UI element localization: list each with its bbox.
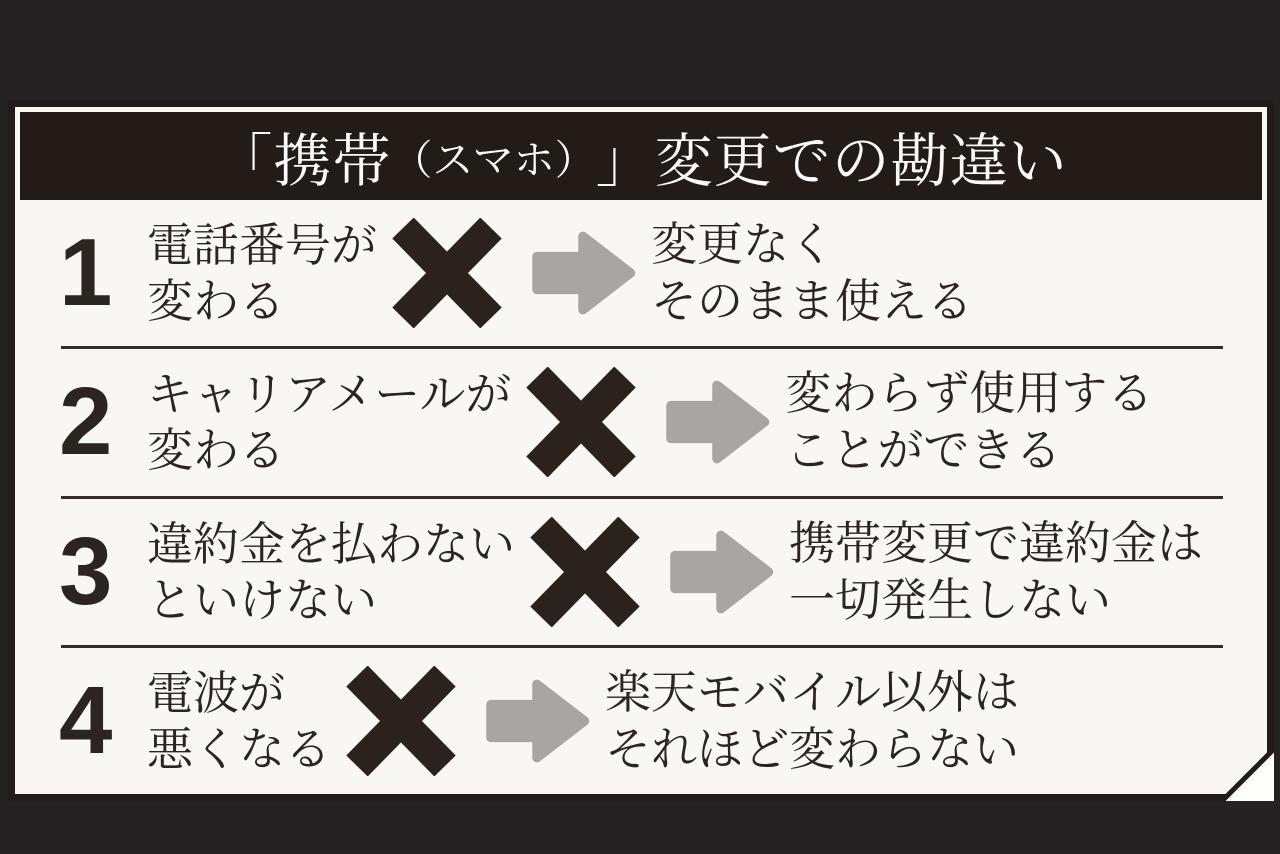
arrow-right-icon <box>663 526 775 618</box>
arrow-right-icon <box>479 675 591 767</box>
x-cross-icon <box>519 367 643 477</box>
misconception-text <box>147 665 331 777</box>
correction-text <box>789 515 1203 629</box>
misconception-row-3 <box>15 499 1267 645</box>
misconception-line1: 電話番号が <box>147 219 377 272</box>
panel-title-paren-small: （スマホ） <box>391 136 596 183</box>
correction-text <box>651 216 973 330</box>
misconception-line1: 電波が <box>147 666 285 719</box>
correction-line2: ことができる <box>785 424 1062 477</box>
misconception-line2: 悪くなる <box>147 722 331 775</box>
panel-title <box>20 112 1262 200</box>
misconception-text <box>147 366 511 478</box>
correction-text <box>785 365 1153 479</box>
x-cross-icon <box>523 517 647 627</box>
arrow-right-icon <box>659 376 771 468</box>
misconception-row-4 <box>15 648 1267 794</box>
x-cross-icon <box>339 666 463 776</box>
correction-line2: それほど変わらない <box>605 722 1019 775</box>
misconception-row-1 <box>15 200 1267 346</box>
misconception-line2: 変わる <box>147 275 285 328</box>
misconception-line1: 違約金を払わない <box>147 517 515 570</box>
misconception-rows <box>15 200 1267 794</box>
misconception-line2: といけない <box>147 573 377 626</box>
misconceptions-panel <box>8 100 1274 801</box>
row-number: 3 <box>59 517 113 625</box>
misconception-line1: キャリアメールが <box>147 368 512 421</box>
x-cross-icon <box>385 218 509 328</box>
misconception-row-2 <box>15 349 1267 495</box>
correction-line2: そのまま使える <box>651 275 973 328</box>
row-number: 4 <box>59 666 113 774</box>
misconception-text <box>147 516 515 628</box>
correction-line1: 変わらず使用する <box>785 367 1154 420</box>
arrow-right-icon <box>525 227 637 319</box>
correction-line1: 携帯変更で違約金は <box>789 516 1203 569</box>
panel-title-prefix: 「携帯 <box>214 129 392 194</box>
misconception-line2: 変わる <box>147 424 285 477</box>
row-number: 2 <box>59 368 113 476</box>
correction-line1: 変更なく <box>651 218 835 271</box>
panel-title-suffix: 」変更での勘違い <box>595 129 1068 194</box>
misconception-text <box>147 217 377 329</box>
correction-line1: 楽天モバイル以外は <box>605 665 1019 718</box>
correction-line2: 一切発生しない <box>789 573 1111 626</box>
row-number: 1 <box>59 219 113 327</box>
correction-text <box>605 664 1019 778</box>
